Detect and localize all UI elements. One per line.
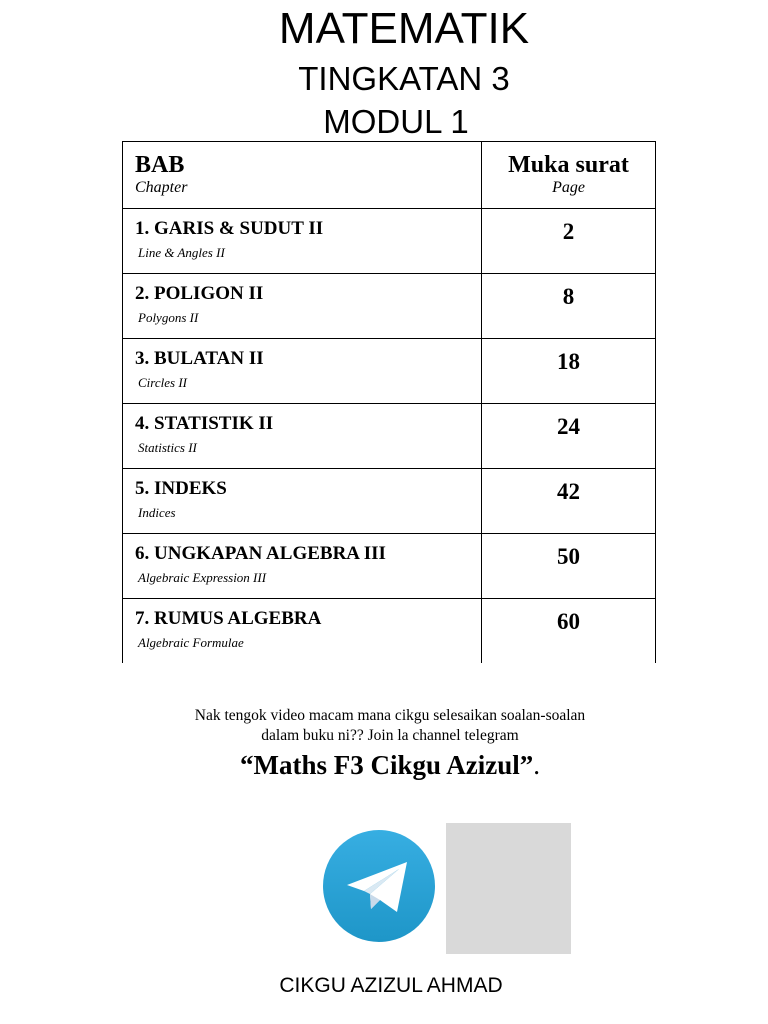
- table-row: [123, 404, 656, 469]
- chapter-english: Algebraic Expression III: [138, 570, 267, 585]
- page-title: MATEMATIK: [278, 4, 530, 53]
- chapter-page: 8: [562, 284, 575, 309]
- chapter-name: 3. BULATAN II: [135, 348, 264, 369]
- chapter-english: Indices: [138, 505, 176, 520]
- page-header-cell: [482, 142, 656, 209]
- chapter-english: Circles II: [138, 375, 187, 390]
- chapter-subheading: Chapter: [135, 179, 188, 196]
- video-note-line-1: Nak tengok video macam mana cikgu selesaikan soalan-soalan: [194, 707, 586, 724]
- chapter-heading: BAB: [135, 152, 185, 178]
- chapter-name: 5. INDEKS: [135, 478, 227, 499]
- chapter-name: 6. UNGKAPAN ALGEBRA III: [135, 543, 386, 564]
- module-label: MODUL 1: [323, 103, 469, 140]
- chapter-page: 2: [562, 219, 575, 244]
- page-subheading: Page: [552, 179, 585, 196]
- chapter-page: 42: [557, 479, 580, 504]
- table-row: [123, 339, 656, 404]
- chapter-english: Polygons II: [138, 310, 199, 325]
- video-note-line-2: dalam buku ni?? Join la channel telegram: [261, 727, 519, 744]
- chapter-page: 24: [557, 414, 580, 439]
- channel-name-text: “Maths F3 Cikgu Azizul”: [239, 750, 534, 780]
- chapter-name: 4. STATISTIK II: [135, 413, 274, 434]
- channel-name-period: .: [533, 750, 541, 780]
- form-level: TINGKATAN 3: [298, 60, 510, 97]
- table-row: [123, 274, 656, 339]
- chapter-name: 2. POLIGON II: [135, 283, 264, 304]
- chapter-name: 1. GARIS & SUDUT II: [135, 218, 324, 239]
- table-row: [123, 534, 656, 599]
- telegram-channel-name: [150, 750, 630, 781]
- video-note: [150, 706, 630, 746]
- table-of-contents: [122, 141, 656, 663]
- table-row: [123, 469, 656, 534]
- chapter-name: 7. RUMUS ALGEBRA: [135, 608, 322, 629]
- chapter-english: Statistics II: [138, 440, 197, 455]
- table-row: [123, 209, 656, 274]
- chapter-english: Line & Angles II: [138, 245, 225, 260]
- author-name: CIKGU AZIZUL AHMAD: [279, 974, 503, 997]
- qr-code-placeholder: [446, 823, 571, 954]
- chapter-header-cell: [123, 142, 482, 209]
- chapter-page: 18: [557, 349, 580, 374]
- table-header-row: [123, 142, 656, 209]
- table-row: [123, 599, 656, 664]
- telegram-logo-icon: [323, 830, 435, 942]
- page-heading: Muka surat: [508, 152, 629, 178]
- chapter-page: 50: [557, 544, 580, 569]
- chapter-english: Algebraic Formulae: [138, 635, 244, 650]
- chapter-page: 60: [557, 609, 580, 634]
